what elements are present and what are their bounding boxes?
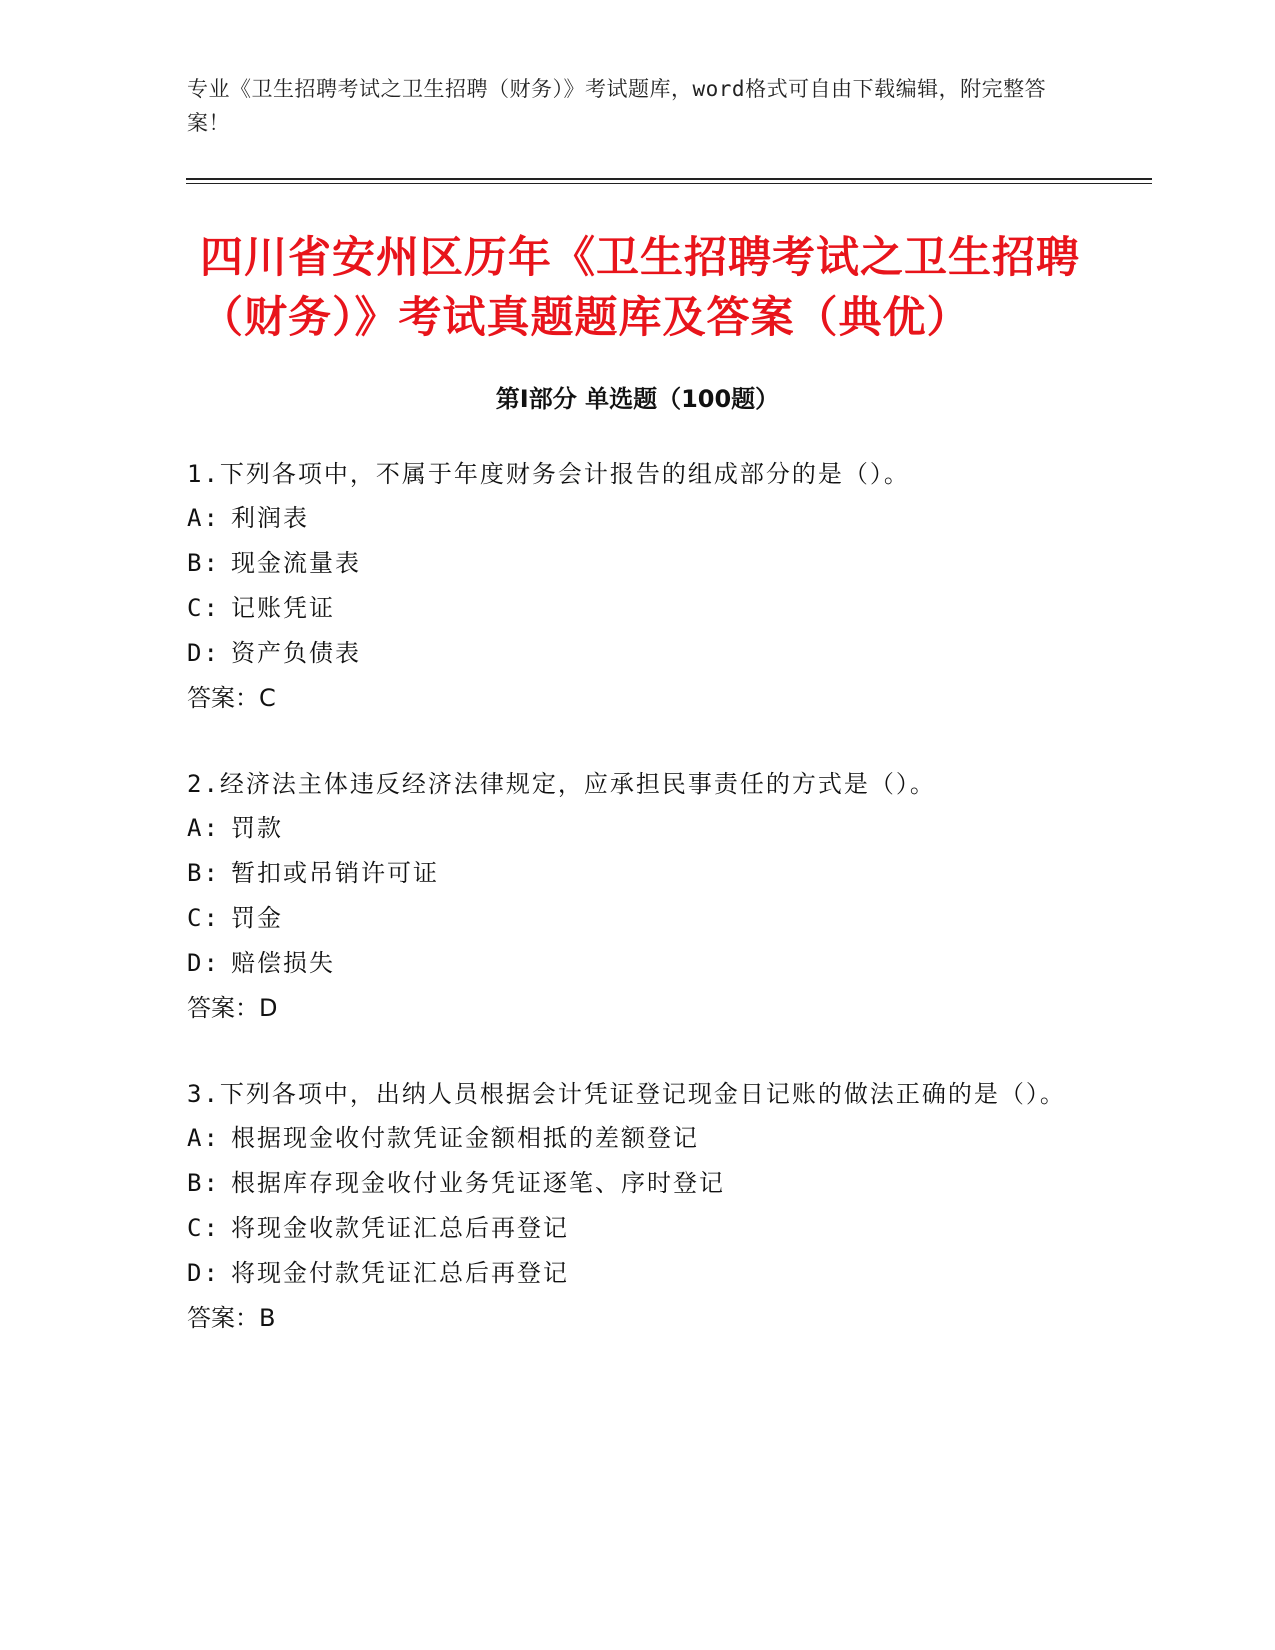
option-b xyxy=(187,1161,1067,1206)
option-b xyxy=(187,541,1067,586)
option-text: 根据库存现金收付业务凭证逐笔、序时登记 xyxy=(231,1169,725,1197)
option-text: 利润表 xyxy=(231,504,309,532)
option-text: 暂扣或吊销许可证 xyxy=(231,859,439,887)
option-c xyxy=(187,896,1067,941)
option-key: D: xyxy=(187,639,220,667)
option-text: 罚款 xyxy=(231,814,283,842)
option-key: B: xyxy=(187,859,220,887)
option-a xyxy=(187,496,1067,541)
option-key: A: xyxy=(187,504,220,532)
option-key: B: xyxy=(187,1169,220,1197)
question-stem: 1.下列各项中，不属于年度财务会计报告的组成部分的是（）。 xyxy=(187,460,910,488)
option-key: C: xyxy=(187,594,220,622)
answer-line: 答案：D xyxy=(187,994,278,1022)
option-key: A: xyxy=(187,814,220,842)
header-divider-thin xyxy=(186,183,1152,184)
option-text: 赔偿损失 xyxy=(231,949,335,977)
section-title: 第Ⅰ部分 单选题（100题） xyxy=(495,385,780,413)
option-key: D: xyxy=(187,1259,220,1287)
question-stem: 2.经济法主体违反经济法律规定，应承担民事责任的方式是（）。 xyxy=(187,770,936,798)
option-text: 将现金付款凭证汇总后再登记 xyxy=(231,1259,569,1287)
question-2 xyxy=(187,762,1067,1031)
question-3 xyxy=(187,1072,1067,1341)
option-key: B: xyxy=(187,549,220,577)
option-text: 罚金 xyxy=(231,904,283,932)
option-text: 将现金收款凭证汇总后再登记 xyxy=(231,1214,569,1242)
question-1 xyxy=(187,452,1067,721)
option-a xyxy=(187,806,1067,851)
option-text: 根据现金收付款凭证金额相抵的差额登记 xyxy=(231,1124,699,1152)
option-b xyxy=(187,851,1067,896)
answer-line: 答案：C xyxy=(187,684,276,712)
option-d xyxy=(187,631,1067,676)
option-key: C: xyxy=(187,1214,220,1242)
option-text: 记账凭证 xyxy=(231,594,335,622)
option-a xyxy=(187,1116,1067,1161)
option-d xyxy=(187,941,1067,986)
option-key: D: xyxy=(187,949,220,977)
option-c xyxy=(187,1206,1067,1251)
option-c xyxy=(187,586,1067,631)
answer-line: 答案：B xyxy=(187,1304,276,1332)
option-text: 现金流量表 xyxy=(231,549,361,577)
document-title: 四川省安州区历年《卫生招聘考试之卫生招聘（财务）》考试真题题库及答案（典优） xyxy=(200,233,1080,343)
option-key: A: xyxy=(187,1124,220,1152)
option-key: C: xyxy=(187,904,220,932)
question-stem: 3.下列各项中，出纳人员根据会计凭证登记现金日记账的做法正确的是（）。 xyxy=(187,1080,1066,1108)
header-note: 专业《卫生招聘考试之卫生招聘（财务）》考试题库，word格式可自由下载编辑，附完整答案！ xyxy=(187,77,1047,135)
option-text: 资产负债表 xyxy=(231,639,361,667)
header-divider-thick xyxy=(186,178,1152,180)
option-d xyxy=(187,1251,1067,1296)
